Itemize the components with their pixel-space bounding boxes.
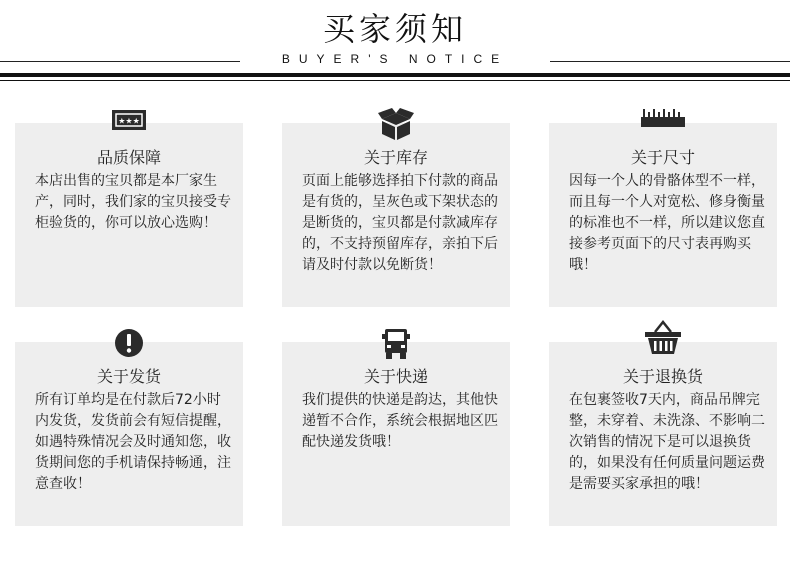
ticket-icon (15, 107, 243, 133)
card-text: 本店出售的宝贝都是本厂家生产，同时，我们家的宝贝接受专柜验货的，你可以放心选购！ (35, 173, 231, 231)
page-subtitle: BUYER'S NOTICE (281, 52, 509, 66)
divider (0, 73, 790, 77)
card-text: 我们提供的快递是韵达，其他快递暂不合作，系统会根据地区匹配快递发货哦！ (302, 392, 498, 450)
card-returns (549, 342, 777, 526)
card-courier (282, 342, 510, 526)
subtitle-row (0, 52, 790, 72)
page-title: 买家须知 (322, 10, 467, 48)
svg-text:★★★: ★★★ (118, 116, 140, 126)
card-title: 关于尺寸 (630, 148, 695, 167)
card-stock (282, 123, 510, 307)
card-shipping (15, 342, 243, 526)
card-title: 关于库存 (363, 148, 428, 167)
card-size (549, 123, 777, 307)
card-text: 因每一个人的骨骼体型不一样，而且每一个人对宽松、修身衡量的标准也不一样，所以建议您直接参考页面下的尺寸表再购买哦！ (569, 173, 765, 273)
card-quality (15, 116, 243, 307)
divider (0, 80, 790, 81)
card-title: 品质保障 (96, 148, 161, 167)
exclamation-icon (15, 328, 243, 358)
card-text: 在包裹签收7天内，商品吊牌完整，未穿着、未洗涤、不影响二次销售的情况下是可以退换货的，如果没有任何质量问题运费是需要买家承担的哦！ (569, 392, 765, 492)
card-title: 关于发货 (96, 367, 161, 386)
card-title: 关于退换货 (622, 367, 703, 386)
divider (0, 61, 240, 62)
divider (550, 61, 790, 62)
truck-icon (282, 328, 510, 360)
card-text: 页面上能够选择拍下付款的商品是有货的，呈灰色或下架状态的是断货的，宝贝都是付款减库存的，不支持预留库存，亲拍下后请及时付款以免断货！ (302, 173, 498, 273)
card-title: 关于快递 (363, 367, 428, 386)
card-text: 所有订单均是在付款后72小时内发货，发货前会有短信提醒，如遇特殊情况会及时通知您，收货期间您的手机请保持畅通，注意查收！ (35, 392, 231, 492)
box-icon (282, 107, 510, 141)
basket-icon (549, 320, 777, 356)
ruler-icon (549, 107, 777, 129)
